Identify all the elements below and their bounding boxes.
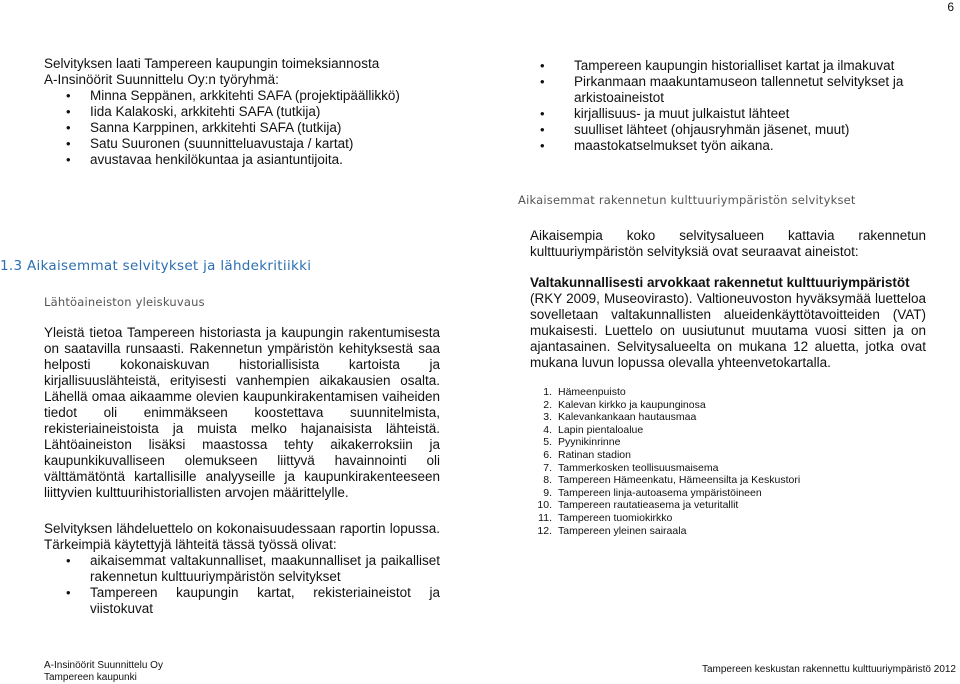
item-number: 3. (543, 411, 552, 424)
footer-client: Tampereen kaupunki (44, 671, 137, 683)
list-item: • suulliset lähteet (ohjausryhmän jäsenet, muut) (518, 122, 930, 138)
item-number: 6. (543, 448, 552, 461)
list-item (530, 462, 930, 475)
subheading: Aikaisemmat rakennetun kulttuuriympäristön selvitykset (518, 193, 856, 207)
list-item: • aikaisemmat valtakunnalliset, maakunnalliset ja paikalliset rakennetun kulttuuriympäristön selvitykset (44, 553, 440, 585)
list-item (530, 399, 930, 412)
list-item: • Minna Seppänen, arkkitehti SAFA (projektipäällikkö) (44, 88, 440, 104)
intro-line: Selvityksen laati Tampereen kaupungin toimeksiannosta (44, 56, 380, 71)
item-number: 11. (538, 511, 552, 524)
paragraph: Aikaisempia koko selvitysalueen kattavia rakennetun kulttuuriympäristön selvityksiä ovat seuraavat aineistot: (530, 228, 926, 259)
list-item (530, 436, 930, 449)
bold-heading: Valtakunnallisesti arvokkaat rakennetut kulttuuriympäristöt (530, 275, 910, 290)
item-label: Tampereen linja-autoasema ympäristöineen (558, 486, 762, 499)
section-heading (0, 258, 440, 274)
paragraph: Yleistä tietoa Tampereen historiasta ja kaupungin rakentumisesta on saatavilla runsaasti. Rakennetun ympäristön kehityksestä saa helposti kokonaiskuvan historiallisista kartoista ja kirjallisuuslähteistä, erityisesti vanhempien aikakausien osalta. Lähellä omaa aikaamme olevien kaupunkirakentamisen vaiheiden tiedot oli enimmäkseen koostettava suunnitelmista, rekisteriaineistoista ja muista melko hajanaisista lähteistä. Lähtöaineiston lisäksi maastossa tehty aikakerroksiin ja kaupunkikuvalliseen olemukseen liittyvä havainnointi oli välttämätöntä kartallisille analyyseille ja kaupunkirakenteeseen liittyvien kulttuurihistoriallisten arvojen määrittelylle. (44, 325, 440, 500)
item-label: Lapin pientaloalue (558, 423, 644, 436)
list-item: • maastokatselmukset työn aikana. (518, 138, 930, 154)
item-label: Tampereen Hämeenkatu, Hämeensilta ja Keskustori (558, 474, 801, 487)
list-item (530, 525, 930, 538)
list-item (530, 499, 930, 512)
item-number: 2. (543, 398, 552, 411)
footer-company: A-Insinöörit Suunnittelu Oy (44, 660, 163, 671)
item-number: 8. (543, 474, 552, 487)
list-item: • avustavaa henkilökuntaa ja asiantuntijoita. (44, 152, 440, 168)
rky-sites-list (530, 386, 930, 537)
list-item (530, 512, 930, 525)
item-number: 10. (537, 499, 552, 512)
list-item (530, 411, 930, 424)
footer-left (44, 660, 163, 683)
item-number: 5. (543, 436, 552, 449)
item-label: Kalevankankaan hautausmaa (558, 411, 697, 424)
item-label: Kalevan kirkko ja kaupunginosa (558, 398, 706, 411)
rky-block (530, 275, 926, 371)
item-label: Ratinan stadion (558, 448, 631, 461)
item-label: Pyynikinrinne (558, 436, 621, 449)
list-item (530, 449, 930, 462)
item-number: 12. (537, 524, 552, 537)
list-item: • Tampereen kaupungin kartat, rekisteriaineistot ja viistokuvat (44, 585, 440, 617)
item-label: Tampereen yleinen sairaala (558, 524, 687, 537)
page-number: 6 (947, 0, 954, 14)
section-title: Aikaisemmat selvitykset ja lähdekritiikki (26, 258, 312, 274)
item-number: 7. (543, 461, 552, 474)
list-item: • Sanna Karppinen, arkkitehti SAFA (tutkija) (44, 120, 440, 136)
item-label: Hämeenpuisto (558, 386, 626, 398)
list-item (530, 474, 930, 487)
list-item (530, 386, 930, 399)
sources-list-continued (518, 58, 930, 154)
paragraph: (RKY 2009, Museovirasto). Valtioneuvoston hyväksymää luetteloa sovelletaan valtakunnallisten alueidenkäyttötavoitteiden (VAT) mukaisesti. Luettelo on uusiutunut muutama vuosi sitten ja on ajantasainen. Selvitysalueelta on mukana 12 aluetta, jotka ovat mukana luvun lopussa olevalla yhteenvetokartalla. (530, 291, 926, 370)
list-item: • Pirkanmaan maakuntamuseon tallennetut selvitykset ja arkistoaineistot (518, 74, 930, 106)
item-label: Tampereen tuomiokirkko (558, 511, 673, 524)
list-item: • Iida Kalakoski, arkkitehti SAFA (tutkija) (44, 104, 440, 120)
list-item: • kirjallisuus- ja muut julkaistut lähteet (518, 106, 930, 122)
list-item (530, 487, 930, 500)
section-number: 1.3 (0, 258, 23, 274)
item-number: 9. (543, 486, 552, 499)
list-item: • Tampereen kaupungin historialliset kartat ja ilmakuvat (518, 58, 930, 74)
list-item (530, 424, 930, 437)
list-item: • Satu Suuronen (suunnitteluavustaja / kartat) (44, 136, 440, 152)
sources-list (44, 553, 440, 617)
item-label: Tammerkosken teollisuusmaisema (558, 461, 719, 474)
item-number: 4. (543, 423, 552, 436)
footer-right: Tampereen keskustan rakennettu kulttuuriympäristö 2012 (701, 664, 956, 675)
item-number: 1. (543, 386, 552, 398)
team-block (44, 56, 440, 168)
item-label: Tampereen rautatieasema ja veturitallit (558, 499, 739, 512)
intro-line: A-Insinöörit Suunnittelu Oy:n työryhmä: (44, 72, 279, 87)
paragraph: Selvityksen lähdeluettelo on kokonaisuudessaan raportin lopussa. Tärkeimpiä käytettyjä lähteitä tässä työssä olivat: (44, 521, 440, 552)
subheading: Lähtöaineiston yleiskuvaus (44, 295, 205, 309)
team-list (44, 88, 440, 168)
